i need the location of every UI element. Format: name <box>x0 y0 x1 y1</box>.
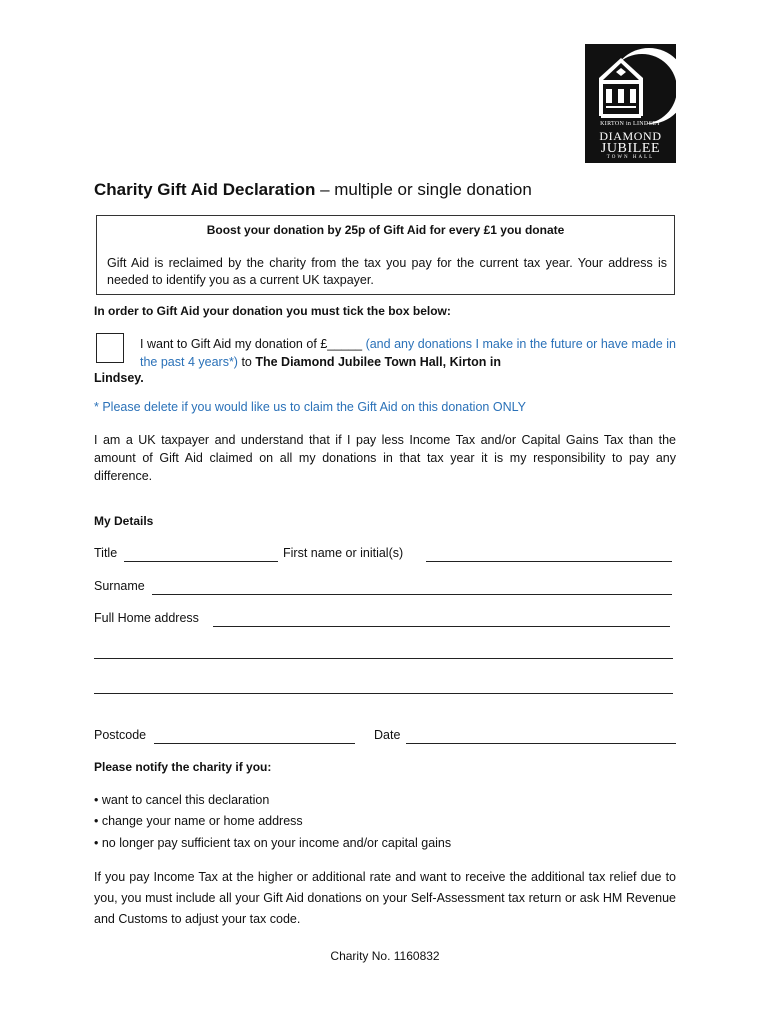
declaration-future-donations-text: (and any donations I make in the future or have made in the past 4 years*) <box>140 337 676 369</box>
address-label: Full Home address <box>94 611 199 625</box>
logo-diamond-text: DIAMOND <box>599 129 662 143</box>
surname-field[interactable] <box>152 594 672 595</box>
declaration-amount-text: I want to Gift Aid my donation of £_____ <box>140 337 366 351</box>
logo-jubilee-text: JUBILEE <box>600 141 661 156</box>
postcode-field[interactable] <box>154 743 355 744</box>
taxpayer-statement: I am a UK taxpayer and understand that if I pay less Income Tax and/or Capital Gains Tax than the amount of Gift Aid claimed on all my donations in that tax year it is my responsibility to pay any difference. <box>94 433 676 483</box>
gift-aid-info-box <box>96 215 675 295</box>
address-field-line-3[interactable] <box>94 693 673 694</box>
logo-location-text: KIRTON in LINDSEY <box>600 121 661 127</box>
gift-aid-checkbox[interactable] <box>96 333 124 363</box>
diamond-jubilee-logo <box>585 44 676 163</box>
first-name-field[interactable] <box>426 561 672 562</box>
page-title <box>94 180 532 200</box>
delete-note: * Please delete if you would like us to claim the Gift Aid on this donation ONLY <box>94 400 526 414</box>
notify-item-insufficient-tax: • no longer pay sufficient tax on your income and/or capital gains <box>94 836 452 850</box>
higher-rate-text: If you pay Income Tax at the higher or additional rate and want to receive the additional tax relief due to you, you must include all your Gift Aid donations on your Self-Assessment tax return or ask HM Revenue and Customs to adjust your tax code. <box>94 870 676 926</box>
page-title-bold: Charity Gift Aid Declaration <box>94 180 316 199</box>
my-details-heading: My Details <box>94 514 154 528</box>
date-label: Date <box>374 728 401 742</box>
info-box-body: Gift Aid is reclaimed by the charity from the tax you pay for the current tax year. Your address is needed to identify you as a current UK taxpayer. <box>107 256 667 287</box>
charity-number: Charity No. 1160832 <box>330 949 440 963</box>
notify-heading: Please notify the charity if you: <box>94 760 272 774</box>
page-title-rest: – multiple or single donation <box>315 180 532 199</box>
date-field[interactable] <box>406 743 676 744</box>
notify-item-change-details: • change your name or home address <box>94 814 303 828</box>
address-field-line-2[interactable] <box>94 658 673 659</box>
declaration-charity-name: The Diamond Jubilee Town Hall, Kirton in <box>255 355 501 369</box>
title-label: Title <box>94 546 118 560</box>
notify-item-cancel: • want to cancel this declaration <box>94 793 270 807</box>
declaration-text <box>140 335 676 371</box>
info-box-heading: Boost your donation by 25p of Gift Aid for every £1 you donate <box>206 223 565 237</box>
tick-instruction: In order to Gift Aid your donation you must tick the box below: <box>94 304 451 318</box>
surname-label: Surname <box>94 579 145 593</box>
declaration-to-text: to <box>237 355 256 369</box>
logo-town-hall-text: TOWN HALL <box>606 155 655 160</box>
declaration-charity-name-end: Lindsey. <box>94 371 144 385</box>
first-name-label: First name or initial(s) <box>283 546 404 560</box>
postcode-label: Postcode <box>94 728 147 742</box>
address-field-line-1[interactable] <box>213 626 670 627</box>
title-field[interactable] <box>124 561 278 562</box>
